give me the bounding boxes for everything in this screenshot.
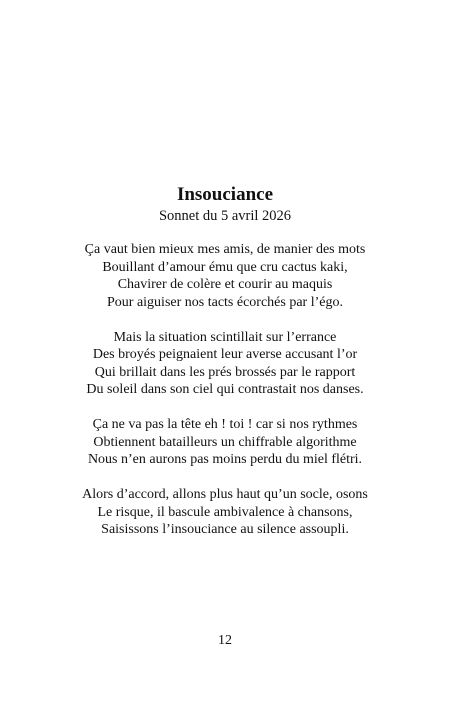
verse-line: Du soleil dans son ciel qui contrastait nos danses. bbox=[86, 382, 364, 397]
stanza-3 bbox=[0, 416, 450, 469]
verse-line: Bouillant d’amour ému que cru cactus kaki, bbox=[102, 259, 348, 275]
poem-subtitle: Sonnet du 5 avril 2026 bbox=[158, 208, 292, 224]
stanza-1 bbox=[0, 241, 450, 311]
verse-line: Nous n’en aurons pas moins perdu du miel flétri. bbox=[87, 452, 363, 467]
stanza-2 bbox=[0, 329, 450, 399]
verse-line: Qui brillait dans les prés brossés par le rapport bbox=[94, 364, 356, 380]
stanza-4 bbox=[0, 486, 450, 539]
verse-line: Chavirer de colère et courir au maquis bbox=[117, 277, 333, 292]
verse-line: Obtiennent batailleurs un chiffrable algorithme bbox=[93, 434, 357, 450]
verse-line: Ça vaut bien mieux mes amis, de manier des mots bbox=[84, 242, 366, 257]
verse-line: Alors d’accord, allons plus haut qu’un socle, osons bbox=[82, 487, 368, 502]
verse-line: Saisissons l’insouciance au silence assoupli. bbox=[101, 522, 349, 537]
page-number: 12 bbox=[218, 633, 232, 648]
poem-body bbox=[0, 241, 450, 556]
poem-title: Insouciance bbox=[176, 184, 274, 205]
verse-line: Le risque, il bascule ambivalence à chansons, bbox=[97, 504, 353, 520]
verse-line: Des broyés peignaient leur averse accusant l’or bbox=[92, 347, 358, 362]
verse-line: Pour aiguiser nos tacts écorchés par l’égo. bbox=[107, 294, 343, 310]
verse-line: Ça ne va pas la tête eh ! toi ! car si nos rythmes bbox=[92, 417, 358, 432]
verse-line: Mais la situation scintillait sur l’errance bbox=[113, 329, 337, 345]
